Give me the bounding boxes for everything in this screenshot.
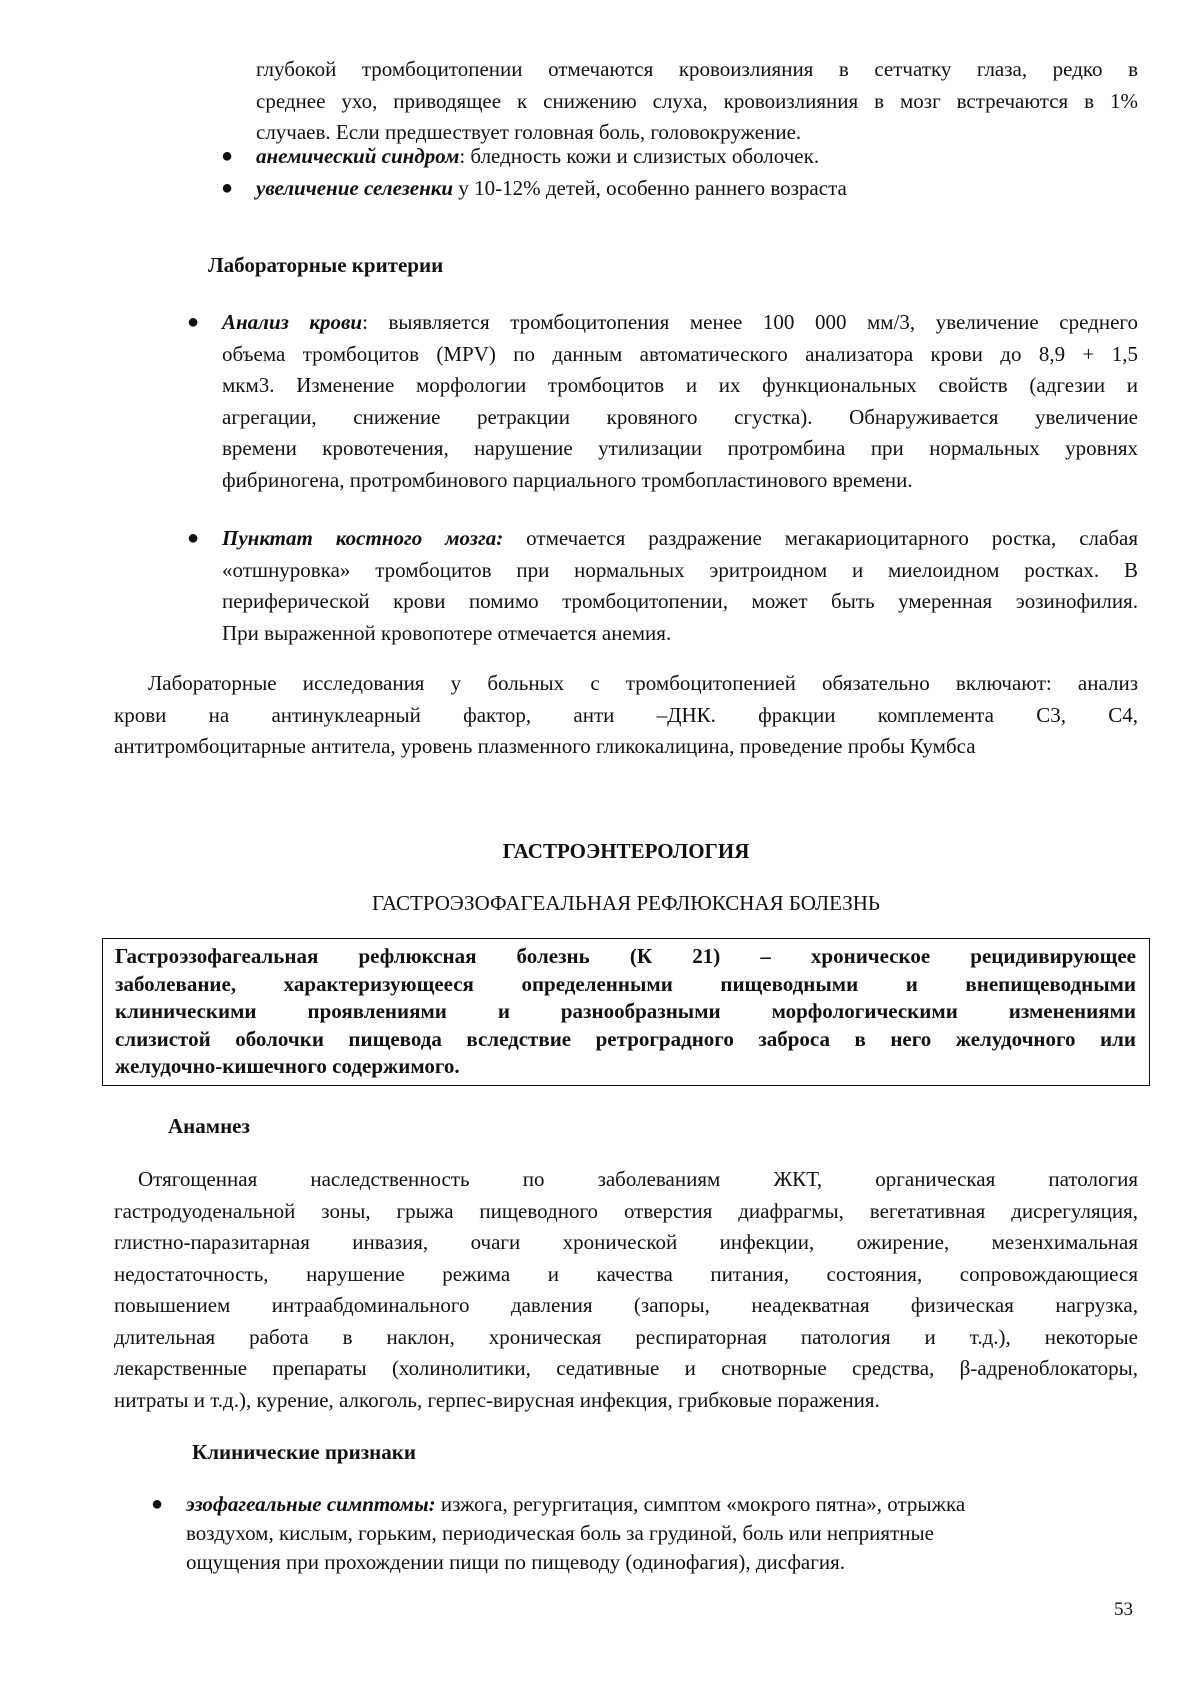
text-line: лекарственные препараты (холинолитики, седативные и снотворные средства, β-адреноблокаторы, [114, 1356, 1138, 1380]
bullet-icon: ● [187, 311, 200, 333]
text-line: желудочно-кишечного содержимого. [115, 1054, 460, 1078]
lab-criteria-heading: Лабораторные критерии [208, 253, 444, 277]
text-line: клиническими проявлениями и разнообразными морфологическими изменениями [115, 999, 1136, 1023]
bullet-term: эзофагеальные симптомы: [186, 1492, 436, 1516]
text-line: нитраты и т.д.), курение, алкоголь, герпес-вирусная инфекция, грибковые поражения. [114, 1387, 880, 1412]
text-line: периферической крови помимо тромбоцитопении, может быть умеренная эозинофилия. [222, 589, 1138, 613]
definition-box [102, 938, 1150, 1086]
list-item [221, 173, 1138, 205]
list-item [187, 307, 1138, 496]
subsection-title: ГАСТРОЭЗОФАГЕАЛЬНАЯ РЕФЛЮКСНАЯ БОЛЕЗНЬ [372, 891, 880, 915]
text-line: Лабораторные исследования у больных с тромбоцитопенией обязательно включают: анализ [148, 671, 1138, 695]
bullet-icon: ● [221, 176, 234, 199]
clinical-bullet-list [151, 1490, 1138, 1577]
text-line: объема тромбоцитов (MPV) по данным автоматического анализатора крови до 8,9 + 1,5 [222, 341, 1138, 366]
text-line: среднее ухо, приводящее к снижению слуха, кровоизлияния в мозг встречаются в 1% [256, 88, 1138, 113]
text-line: воздухом, кислым, горьким, периодическая боль за грудиной, боль или неприятные [186, 1521, 934, 1545]
text-line: антитромбоцитарные антитела, уровень плазменного гликокалицина, проведение пробы Кумбса [114, 734, 976, 758]
text-line: Отягощенная наследственность по заболеваниям ЖКТ, органическая патология [138, 1167, 1138, 1191]
bullet-icon: ● [187, 527, 200, 549]
text-line: агрегации, снижение ретракции кровяного сгустка). Обнаруживается увеличение [222, 404, 1138, 429]
top-bullet-list [221, 141, 1138, 204]
anamnesis-heading: Анамнез [168, 1114, 250, 1138]
text-line: случаев. Если предшествует головная боль, головокружение. [256, 120, 802, 144]
text-line: длительная работа в наклон, хроническая респираторная патология и т.д.), некоторые [114, 1324, 1138, 1349]
text-line: глубокой тромбоцитопении отмечаются кровоизлияния в сетчатку глаза, редко в [256, 57, 1138, 81]
bullet-icon: ● [151, 1493, 164, 1515]
text-line: крови на антинуклеарный фактор, анти –ДНК. фракции комплемента С3, С4, [114, 702, 1138, 727]
bullet-text: : выявляется тромбоцитопения менее 100 000 мм/3, увеличение среднего [362, 310, 1138, 334]
text-line: Гастроэзофагеальная рефлюксная болезнь (К 21) – хроническое рецидивирующее [115, 944, 1136, 968]
bullet-term: анемический синдром [256, 144, 460, 168]
clinical-signs-heading: Клинические признаки [192, 1440, 416, 1464]
bullet-term: Пунктат костного мозга: [222, 526, 504, 550]
lab-bullet-1 [187, 307, 1138, 496]
list-item [187, 523, 1138, 649]
text-line: времени кровотечения, нарушение утилизации протромбина при нормальных уровнях [222, 436, 1138, 460]
text-line: заболевание, характеризующееся определенными пищеводными и внепищеводными [115, 971, 1136, 996]
lab-bullet-2 [187, 523, 1138, 649]
list-item [221, 141, 1138, 173]
bullet-term: Анализ крови [222, 310, 363, 334]
section-title: ГАСТРОЭНТЕРОЛОГИЯ [502, 839, 750, 863]
page-number: 53 [1114, 1599, 1133, 1620]
text-line: глистно-паразитарная инвазия, очаги хронической инфекции, ожирение, мезенхимальная [114, 1230, 1138, 1254]
bullet-text: : бледность кожи и слизистых оболочек. [459, 144, 820, 168]
bullet-icon: ● [221, 145, 234, 167]
bullet-text: отмечается раздражение мегакариоцитарного ростка, слабая [503, 526, 1138, 550]
text-line: повышением интраабдоминального давления (запоры, неадекватная физическая нагрузка, [114, 1293, 1138, 1317]
text-line: мкм3. Изменение морфологии тромбоцитов и их функциональных свойств (адгезии и [222, 373, 1138, 397]
lab-paragraph [114, 668, 1138, 763]
bullet-text: у 10-12% детей, особенно раннего возраста [453, 175, 847, 200]
list-item [151, 1490, 1138, 1577]
text-line: гастродуоденальной зоны, грыжа пищеводного отверстия диафрагмы, вегетативная дисрегуляция, [114, 1198, 1138, 1223]
text-line: «отшнуровка» тромбоцитов при нормальных эритроидном и миелоидном ростках. В [222, 557, 1138, 582]
top-continuation [256, 54, 1138, 149]
text-line: При выраженной кровопотере отмечается анемия. [222, 620, 672, 645]
text-line: ощущения при прохождении пищи по пищеводу (одинофагия), дисфагия. [186, 1550, 846, 1574]
bullet-text: изжога, регургитация, симптом «мокрого пятна», отрыжка [435, 1492, 966, 1516]
bullet-term: увеличение селезенки [256, 175, 454, 200]
text-line: фибриногена, протромбинового парциального тромбопластинового времени. [222, 467, 913, 492]
text-line: слизистой оболочки пищевода вследствие ретроградного заброса в него желудочного или [115, 1026, 1136, 1051]
anamnesis-paragraph [114, 1164, 1138, 1416]
text-line: недостаточность, нарушение режима и качества питания, состояния, сопровождающиеся [114, 1261, 1138, 1286]
